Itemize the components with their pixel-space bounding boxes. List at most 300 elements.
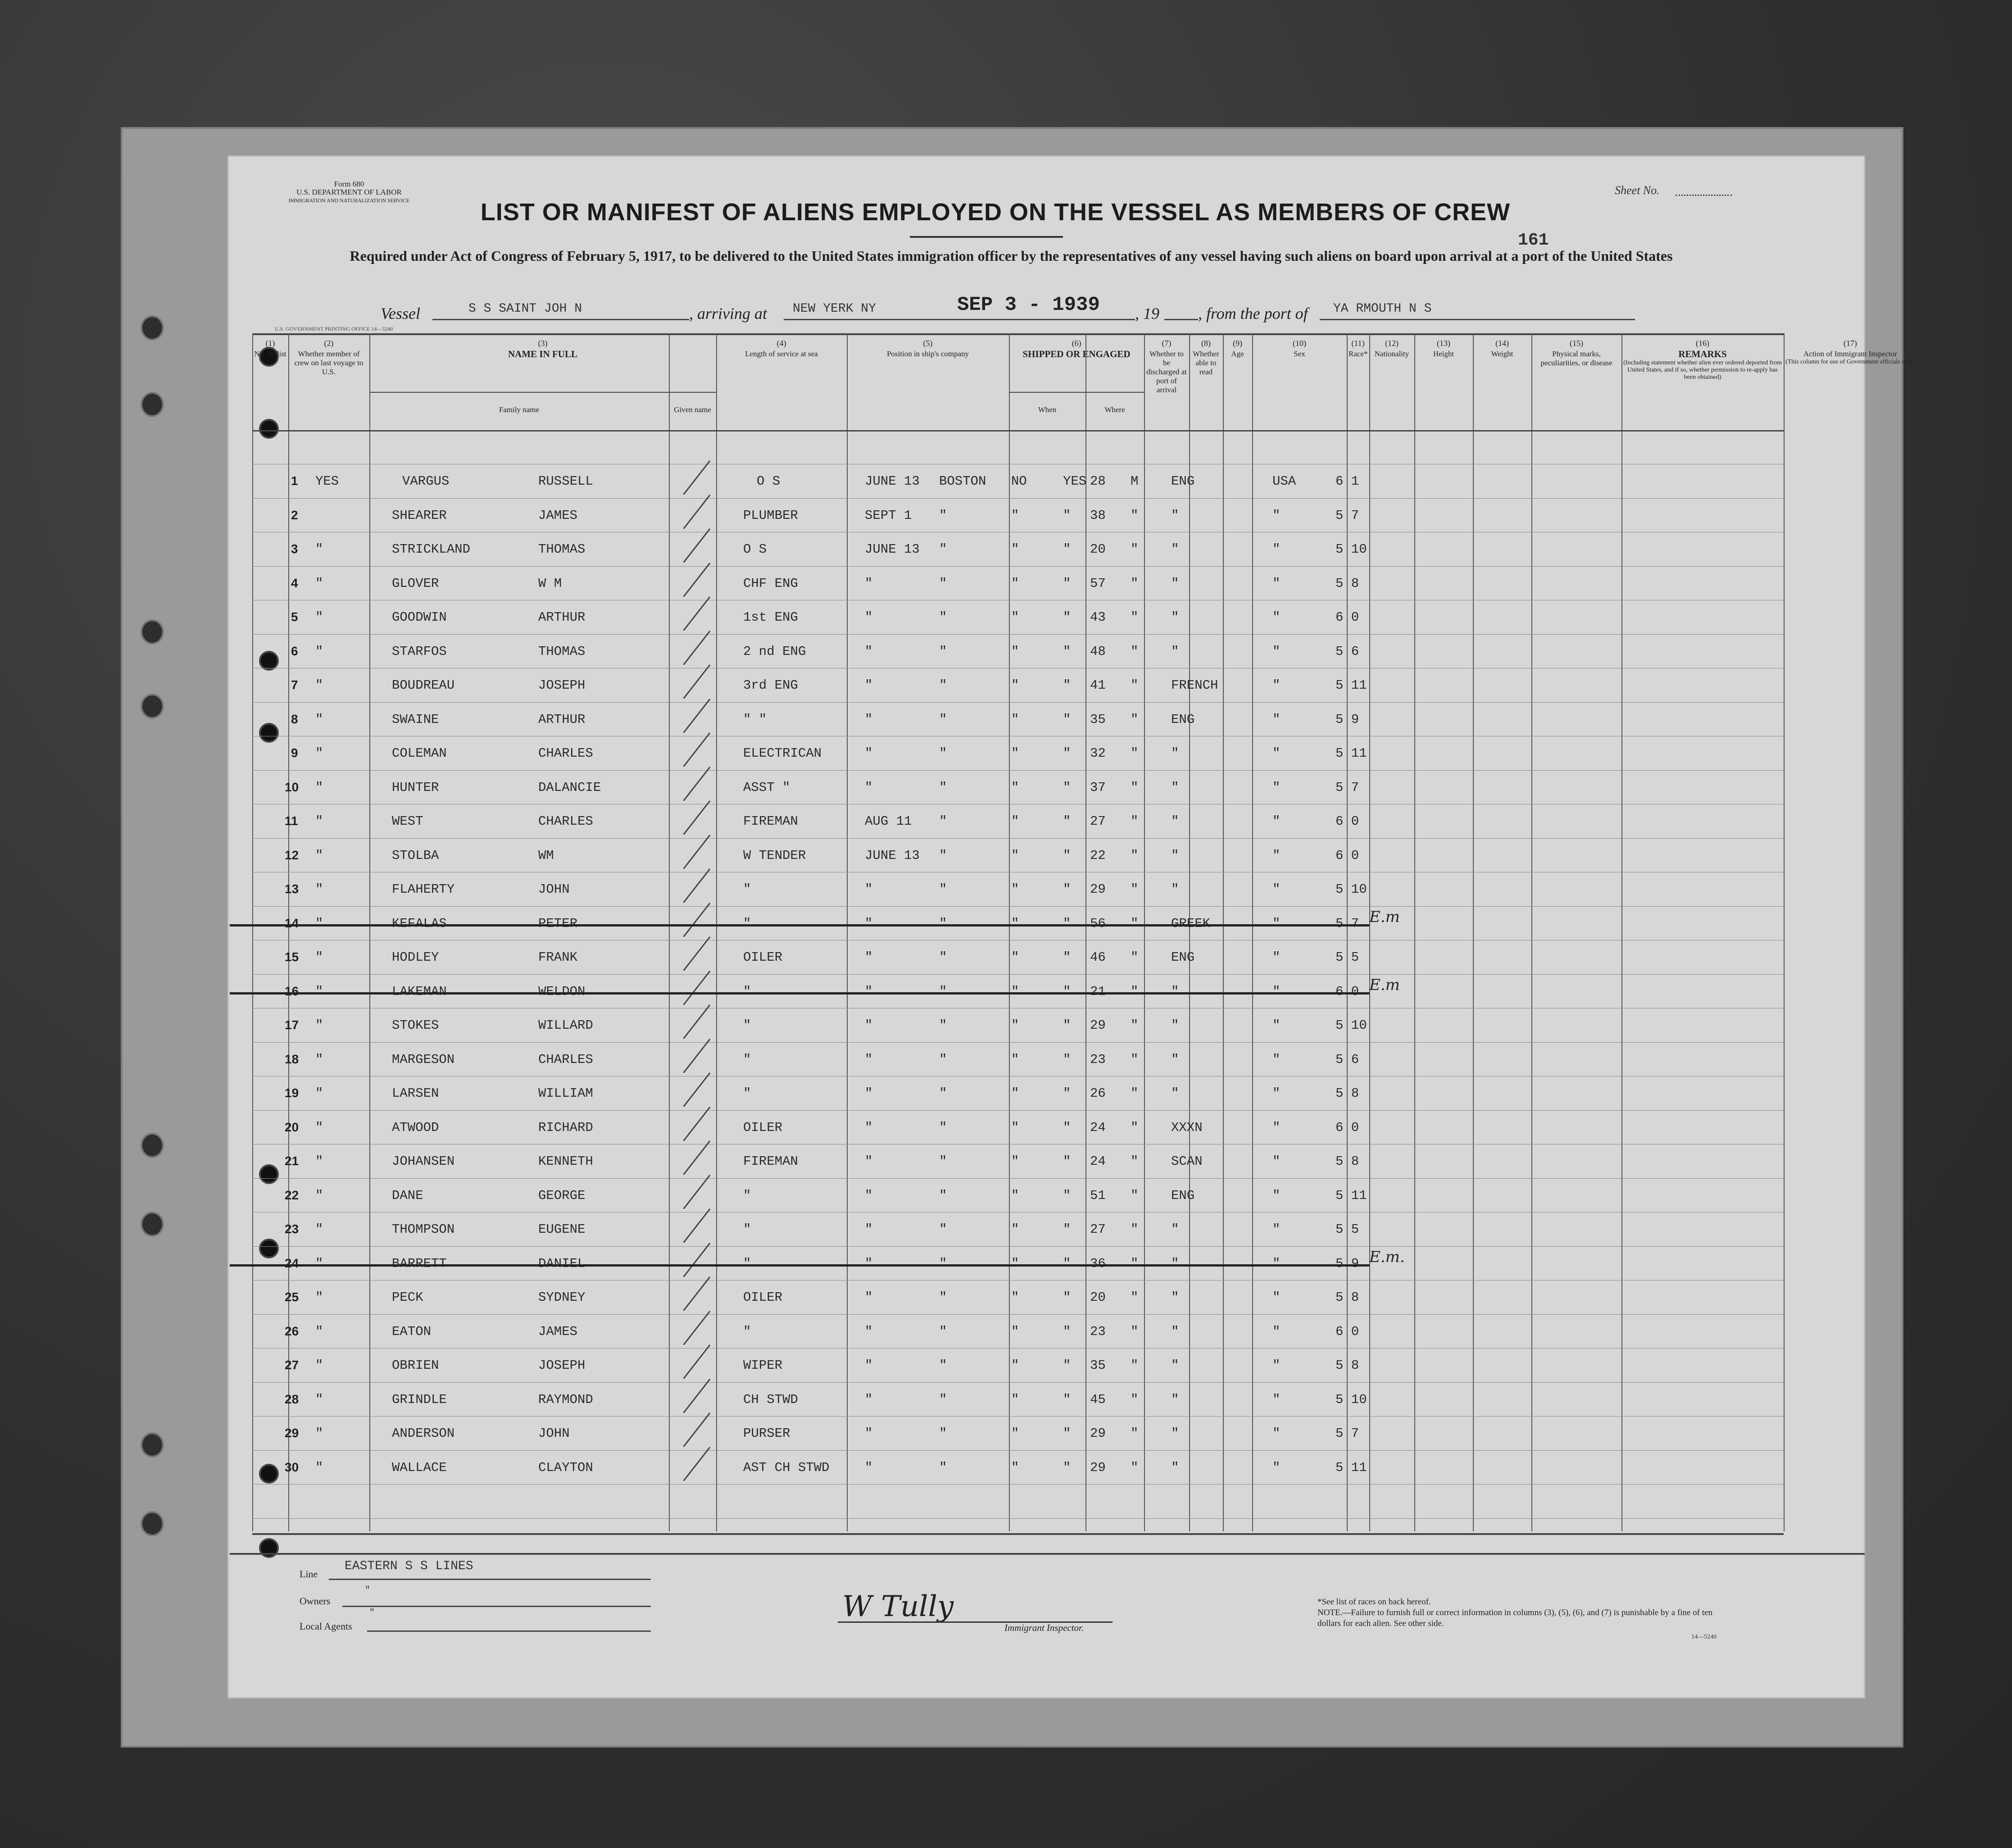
cell-given: FRANK xyxy=(538,950,578,965)
column-divider xyxy=(288,333,289,1531)
cell-when: " xyxy=(865,576,873,591)
row-divider xyxy=(252,974,1784,975)
cell-where: " xyxy=(939,814,947,829)
cell-nationality: " xyxy=(1272,508,1281,523)
handwritten-mark: E.m. xyxy=(1369,1248,1405,1266)
cell-given: RUSSELL xyxy=(538,474,593,489)
row-divider xyxy=(252,1382,1784,1383)
year-line xyxy=(1164,319,1198,320)
cell-read: " xyxy=(1063,848,1071,863)
cell-sex: " xyxy=(1131,746,1139,761)
binder-hole xyxy=(141,1212,164,1237)
cell-when: " xyxy=(865,746,873,761)
cell-sex: " xyxy=(1131,1426,1139,1441)
cell-nationality: " xyxy=(1272,1222,1281,1237)
cell-no: 23 xyxy=(285,1222,299,1236)
cell-given: CHARLES xyxy=(538,746,593,761)
cell-height: 5 6 xyxy=(1335,1052,1359,1067)
cell-discharged: " xyxy=(1011,746,1019,761)
cell-sex: " xyxy=(1131,678,1139,693)
cell-discharged: " xyxy=(1011,576,1019,591)
cell-prev: " xyxy=(315,882,323,897)
cell-prev: " xyxy=(315,1188,323,1203)
cell-discharged: " xyxy=(1011,1222,1019,1237)
cell-age: 56 xyxy=(1090,916,1106,931)
cell-family: GRINDLE xyxy=(392,1392,447,1407)
column-title: Age xyxy=(1231,350,1244,358)
cell-height: 5 8 xyxy=(1335,1086,1359,1101)
cell-read: " xyxy=(1063,984,1071,999)
cell-nationality: " xyxy=(1272,1426,1281,1441)
cell-nationality: " xyxy=(1272,1052,1281,1067)
cell-nationality: " xyxy=(1272,1256,1281,1271)
cell-where: " xyxy=(939,916,947,931)
cell-given: DANIEL xyxy=(538,1256,586,1271)
sheet-number-field xyxy=(1676,195,1732,196)
cell-discharged: " xyxy=(1011,1358,1019,1373)
cell-no: 10 xyxy=(285,780,299,794)
cell-sex: M xyxy=(1131,474,1139,489)
cell-no: 2 xyxy=(291,508,298,522)
arriving-port: NEW YERK NY xyxy=(793,302,876,316)
column-divider xyxy=(1531,333,1532,1531)
cell-race: ENG xyxy=(1171,1188,1195,1203)
column-title: Race* xyxy=(1349,350,1368,358)
cell-nationality: " xyxy=(1272,780,1281,795)
cell-where: " xyxy=(939,780,947,795)
title-underline xyxy=(910,236,1063,238)
cell-position: O S xyxy=(757,474,781,489)
cell-prev: " xyxy=(315,1426,323,1441)
column-header xyxy=(1225,339,1250,359)
cell-read: " xyxy=(1063,1290,1071,1305)
cell-read: " xyxy=(1063,644,1071,659)
cell-nationality: " xyxy=(1272,1154,1281,1169)
cell-family: STRICKLAND xyxy=(392,542,471,557)
cell-when: " xyxy=(865,1086,873,1101)
cell-discharged: " xyxy=(1011,1460,1019,1475)
cell-when: " xyxy=(865,1460,873,1475)
cell-race: GREEK xyxy=(1171,916,1211,931)
cell-discharged: " xyxy=(1011,950,1019,965)
cell-position: FIREMAN xyxy=(743,814,798,829)
row-divider xyxy=(252,702,1784,703)
cell-read: " xyxy=(1063,542,1071,557)
column-subheader: When xyxy=(1038,405,1057,414)
date-line xyxy=(955,319,1135,320)
cell-where: BOSTON xyxy=(939,474,986,489)
cell-sex: " xyxy=(1131,814,1139,829)
column-divider xyxy=(1621,333,1622,1531)
cell-height: 5 8 xyxy=(1335,1358,1359,1373)
cell-read: " xyxy=(1063,576,1071,591)
cell-nationality: " xyxy=(1272,1392,1281,1407)
column-header xyxy=(254,339,286,359)
cell-nationality: " xyxy=(1272,1120,1281,1135)
cell-when: " xyxy=(865,1256,873,1271)
cell-age: 57 xyxy=(1090,576,1106,591)
cell-family: SHEARER xyxy=(392,508,447,523)
cell-prev: " xyxy=(315,1358,323,1373)
cell-nationality: " xyxy=(1272,1086,1281,1101)
cell-nationality: " xyxy=(1272,848,1281,863)
cell-given: KENNETH xyxy=(538,1154,593,1169)
cell-family: SWAINE xyxy=(392,712,439,727)
cell-prev: " xyxy=(315,950,323,965)
cell-given: W M xyxy=(538,576,562,591)
column-header xyxy=(1416,339,1471,359)
column-number: (14) xyxy=(1495,339,1509,348)
cell-position: ASST " xyxy=(743,780,790,795)
cell-nationality: " xyxy=(1272,916,1281,931)
cell-age: 36 xyxy=(1090,1256,1106,1271)
column-number: (15) xyxy=(1570,339,1583,348)
cell-age: 29 xyxy=(1090,1460,1106,1475)
cell-sex: " xyxy=(1131,1086,1139,1101)
cell-when: JUNE 13 xyxy=(865,848,920,863)
cell-no: 30 xyxy=(285,1460,299,1474)
cell-age: 29 xyxy=(1090,1426,1106,1441)
cell-discharged: " xyxy=(1011,1256,1019,1271)
column-divider xyxy=(669,333,670,1531)
cell-height: 6 0 xyxy=(1335,610,1359,625)
subheader-rule xyxy=(1009,392,1144,393)
cell-nationality: " xyxy=(1272,984,1281,999)
agents-label: Local Agents xyxy=(300,1621,352,1632)
cell-nationality: " xyxy=(1272,1324,1281,1339)
cell-height: 5 7 xyxy=(1335,916,1359,931)
cell-race: " xyxy=(1171,746,1179,761)
cell-nationality: " xyxy=(1272,746,1281,761)
cell-read: " xyxy=(1063,1392,1071,1407)
cell-prev: " xyxy=(315,780,323,795)
cell-race: " xyxy=(1171,1324,1179,1339)
cell-discharged: " xyxy=(1011,1324,1019,1339)
cell-sex: " xyxy=(1131,610,1139,625)
row-divider xyxy=(252,1450,1784,1451)
cell-where: " xyxy=(939,1392,947,1407)
cell-sex: " xyxy=(1131,508,1139,523)
cell-age: 20 xyxy=(1090,542,1106,557)
handwritten-mark: E.m xyxy=(1369,908,1400,926)
cell-height: 6 0 xyxy=(1335,984,1359,999)
header-divider xyxy=(252,430,1784,431)
cell-race: " xyxy=(1171,1392,1179,1407)
cell-position: W TENDER xyxy=(743,848,806,863)
arrival-date-stamp: SEP 3 - 1939 xyxy=(957,294,1100,316)
column-number: (3) xyxy=(538,339,548,348)
cell-family: THOMPSON xyxy=(392,1222,455,1237)
from-port-label: , from the port of xyxy=(1198,304,1308,322)
cell-age: 37 xyxy=(1090,780,1106,795)
cell-position: " xyxy=(743,1086,751,1101)
cell-family: EATON xyxy=(392,1324,431,1339)
column-number: (16) xyxy=(1696,339,1709,348)
column-header xyxy=(1349,339,1367,359)
cell-position: " xyxy=(743,1324,751,1339)
cell-discharged: " xyxy=(1011,610,1019,625)
cell-age: 28 xyxy=(1090,474,1106,489)
cell-given: DALANCIE xyxy=(538,780,601,795)
page-subtitle: Required under Act of Congress of February 5, 1917, to be delivered to the United States immigration officer by the representatives of any vessel having such aliens on board upon arrival at a port of the United States xyxy=(350,248,1673,264)
stamped-number: 161 xyxy=(1518,231,1549,250)
cell-no: 22 xyxy=(285,1188,299,1202)
cell-race: " xyxy=(1171,984,1179,999)
cell-no: 15 xyxy=(285,950,299,964)
form-identifier xyxy=(279,180,419,204)
cell-where: " xyxy=(939,1188,947,1203)
cell-read: " xyxy=(1063,1256,1071,1271)
cell-where: " xyxy=(939,746,947,761)
cell-prev: YES xyxy=(315,474,339,489)
cell-family: GOODWIN xyxy=(392,610,447,625)
column-title: Nationality xyxy=(1374,350,1409,358)
column-title: Weight xyxy=(1491,350,1513,358)
cell-when: " xyxy=(865,610,873,625)
cell-sex: " xyxy=(1131,780,1139,795)
cell-no: 20 xyxy=(285,1120,299,1134)
cell-where: " xyxy=(939,644,947,659)
cell-family: WEST xyxy=(392,814,423,829)
cell-no: 5 xyxy=(291,610,298,624)
cell-when: " xyxy=(865,1222,873,1237)
vessel-name: S S SAINT JOH N xyxy=(468,302,582,316)
column-number: (11) xyxy=(1351,339,1365,348)
column-title: Whether member of crew on last voyage to U.S. xyxy=(294,350,363,376)
cell-read: " xyxy=(1063,1120,1071,1135)
cell-nationality: " xyxy=(1272,814,1281,829)
column-title: Sex xyxy=(1294,350,1305,358)
cell-no: 27 xyxy=(285,1358,299,1372)
cell-when: " xyxy=(865,882,873,897)
cell-height: 6 0 xyxy=(1335,1120,1359,1135)
cell-position: FIREMAN xyxy=(743,1154,798,1169)
row-divider xyxy=(252,1246,1784,1247)
cell-age: 48 xyxy=(1090,644,1106,659)
cell-no: 11 xyxy=(285,814,298,828)
cell-position: 3rd ENG xyxy=(743,678,798,693)
cell-sex: " xyxy=(1131,542,1139,557)
cell-age: 20 xyxy=(1090,1290,1106,1305)
cell-when: " xyxy=(865,1358,873,1373)
cell-where: " xyxy=(939,1018,947,1033)
cell-age: 27 xyxy=(1090,814,1106,829)
cell-age: 29 xyxy=(1090,1018,1106,1033)
cell-where: " xyxy=(939,678,947,693)
cell-when: " xyxy=(865,1052,873,1067)
cell-sex: " xyxy=(1131,882,1139,897)
cell-discharged: " xyxy=(1011,1086,1019,1101)
cell-position: OILER xyxy=(743,950,783,965)
column-header xyxy=(1475,339,1530,359)
cell-position: " xyxy=(743,984,751,999)
cell-no: 7 xyxy=(291,678,298,692)
cell-where: " xyxy=(939,1290,947,1305)
cell-given: THOMAS xyxy=(538,644,586,659)
cell-position: " xyxy=(743,1222,751,1237)
column-subheader: Given name xyxy=(674,405,711,414)
cell-where: " xyxy=(939,848,947,863)
cell-read: " xyxy=(1063,1188,1071,1203)
column-subheader: (This column for use of Government officials only) xyxy=(1785,359,1915,365)
cell-height: 5 11 xyxy=(1335,1460,1367,1475)
cell-age: 26 xyxy=(1090,1086,1106,1101)
cell-discharged: " xyxy=(1011,1290,1019,1305)
handwritten-mark: E.m xyxy=(1369,976,1400,994)
cell-race: " xyxy=(1171,1052,1179,1067)
cell-where: " xyxy=(939,542,947,557)
column-subheader: Family name xyxy=(499,405,540,414)
cell-read: " xyxy=(1063,916,1071,931)
row-divider xyxy=(252,1314,1784,1315)
cell-where: " xyxy=(939,984,947,999)
cell-discharged: " xyxy=(1011,1052,1019,1067)
binder-hole xyxy=(141,619,164,645)
cell-height: 5 11 xyxy=(1335,678,1367,693)
cell-race: " xyxy=(1171,610,1179,625)
cell-discharged: " xyxy=(1011,644,1019,659)
cell-nationality: " xyxy=(1272,1460,1281,1475)
cell-when: " xyxy=(865,712,873,727)
cell-when: " xyxy=(865,678,873,693)
cell-race: " xyxy=(1171,814,1179,829)
service-name: IMMIGRATION AND NATURALIZATION SERVICE xyxy=(288,197,410,204)
cell-age: 23 xyxy=(1090,1324,1106,1339)
cell-race: " xyxy=(1171,508,1179,523)
cell-position: " xyxy=(743,882,751,897)
cell-sex: " xyxy=(1131,1358,1139,1373)
form-code: 14—5240 xyxy=(1691,1634,1717,1640)
cell-no: 17 xyxy=(285,1018,299,1032)
cell-given: JOHN xyxy=(538,1426,570,1441)
cell-given: ARTHUR xyxy=(538,610,586,625)
cell-given: ARTHUR xyxy=(538,712,586,727)
binder-hole xyxy=(141,694,164,719)
column-divider xyxy=(1473,333,1474,1531)
column-title: Length of service at sea xyxy=(745,350,818,358)
column-divider xyxy=(1223,333,1224,1531)
form-number: Form 680 xyxy=(334,180,364,188)
cell-prev: " xyxy=(315,848,323,863)
cell-family: ATWOOD xyxy=(392,1120,439,1135)
cell-prev: " xyxy=(315,1222,323,1237)
cell-position: O S xyxy=(743,542,767,557)
cell-race: SCAN xyxy=(1171,1154,1203,1169)
cell-read: " xyxy=(1063,882,1071,897)
cell-discharged: " xyxy=(1011,1120,1019,1135)
cell-when: " xyxy=(865,1154,873,1169)
cell-family: WALLACE xyxy=(392,1460,447,1475)
cell-sex: " xyxy=(1131,984,1139,999)
cell-no: 12 xyxy=(285,848,299,862)
cell-no: 9 xyxy=(291,746,298,760)
cell-height: 5 7 xyxy=(1335,508,1359,523)
cell-position: 1st ENG xyxy=(743,610,798,625)
cell-where: " xyxy=(939,1460,947,1475)
cell-position: PURSER xyxy=(743,1426,790,1441)
cell-nationality: " xyxy=(1272,576,1281,591)
cell-height: 5 11 xyxy=(1335,1188,1367,1203)
cell-prev: " xyxy=(315,1052,323,1067)
cell-nationality: " xyxy=(1272,678,1281,693)
strike-through-line xyxy=(230,1264,1369,1267)
cell-sex: " xyxy=(1131,1324,1139,1339)
column-divider xyxy=(1252,333,1253,1531)
cell-height: 5 8 xyxy=(1335,1290,1359,1305)
cell-age: 35 xyxy=(1090,712,1106,727)
cell-race: " xyxy=(1171,542,1179,557)
cell-family: PECK xyxy=(392,1290,423,1305)
column-number: (10) xyxy=(1293,339,1306,348)
cell-position: 2 nd ENG xyxy=(743,644,806,659)
cell-height: 5 8 xyxy=(1335,1154,1359,1169)
binder-hole xyxy=(141,1511,164,1536)
cell-family: LARSEN xyxy=(392,1086,439,1101)
column-title: Whether to be discharged at port of arrival xyxy=(1146,350,1187,394)
cell-prev: " xyxy=(315,1290,323,1305)
cell-sex: " xyxy=(1131,1188,1139,1203)
cell-read: " xyxy=(1063,1018,1071,1033)
cell-age: 24 xyxy=(1090,1154,1106,1169)
cell-family: COLEMAN xyxy=(392,746,447,761)
cell-when: " xyxy=(865,1120,873,1135)
cell-nationality: " xyxy=(1272,1358,1281,1373)
cell-prev: " xyxy=(315,678,323,693)
cell-position: " xyxy=(743,1256,751,1271)
cell-no: 6 xyxy=(291,644,298,658)
column-divider xyxy=(847,333,848,1531)
row-divider xyxy=(252,1484,1784,1485)
cell-nationality: " xyxy=(1272,882,1281,897)
cell-position: " xyxy=(743,1052,751,1067)
cell-race: " xyxy=(1171,1460,1179,1475)
column-header xyxy=(290,339,368,377)
cell-where: " xyxy=(939,610,947,625)
row-divider xyxy=(252,1416,1784,1417)
cell-when: " xyxy=(865,950,873,965)
line-value: EASTERN S S LINES xyxy=(345,1559,473,1573)
cell-sex: " xyxy=(1131,1154,1139,1169)
column-title: Height xyxy=(1433,350,1454,358)
column-subheader: Where xyxy=(1104,405,1125,414)
column-header xyxy=(1146,339,1187,395)
cell-discharged: NO xyxy=(1011,474,1027,489)
row-divider xyxy=(252,838,1784,839)
cell-given: WILLIAM xyxy=(538,1086,593,1101)
cell-prev: " xyxy=(315,1256,323,1271)
line-label: Line xyxy=(300,1568,318,1580)
year-label: , 19 xyxy=(1135,304,1159,322)
cell-when: " xyxy=(865,1392,873,1407)
cell-family: STARFOS xyxy=(392,644,447,659)
column-header xyxy=(1785,339,1915,366)
cell-height: 5 7 xyxy=(1335,1426,1359,1441)
cell-position: PLUMBER xyxy=(743,508,798,523)
cell-given: EUGENE xyxy=(538,1222,586,1237)
cell-height: 5 10 xyxy=(1335,1018,1367,1033)
races-note: *See list of races on back hereof. xyxy=(1317,1597,1431,1607)
cell-when: " xyxy=(865,644,873,659)
cell-read: " xyxy=(1063,746,1071,761)
cell-height: 5 5 xyxy=(1335,1222,1359,1237)
vessel-name-line xyxy=(432,319,689,320)
cell-position: CH STWD xyxy=(743,1392,798,1407)
column-divider xyxy=(1144,333,1145,1531)
cell-read: " xyxy=(1063,1460,1071,1475)
cell-age: 45 xyxy=(1090,1392,1106,1407)
row-divider xyxy=(252,1348,1784,1349)
cell-read: " xyxy=(1063,1052,1071,1067)
